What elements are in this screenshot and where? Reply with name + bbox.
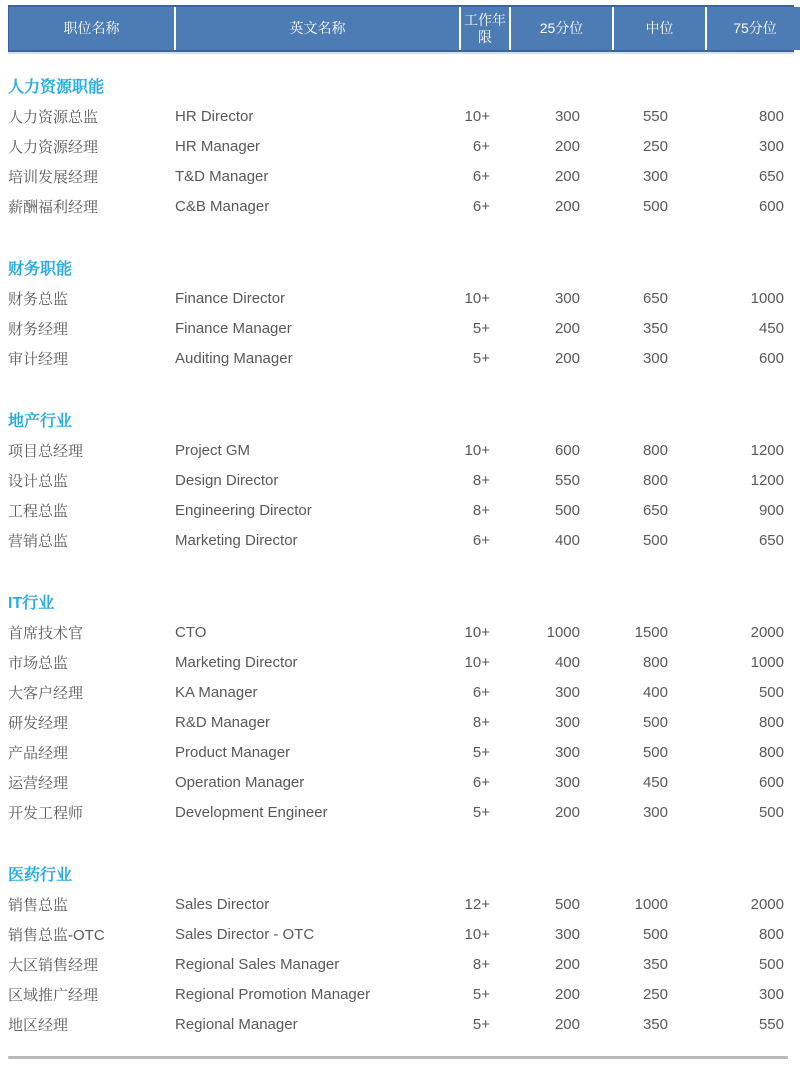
column-header-position-cn: 职位名称 [9,7,174,50]
cell-median: 1500 [634,623,668,641]
cell-p75: 800 [758,743,784,761]
cell-median: 250 [642,985,668,1003]
cell-years: 8+ [472,471,490,489]
cell-median: 300 [642,349,668,367]
cell-position-cn: 市场总监 [8,654,69,672]
cell-position-en: Finance Director [175,289,286,307]
cell-p75: 1200 [750,471,784,489]
table-section [0,409,800,555]
cell-p25: 200 [554,167,580,185]
cell-position-cn: 大客户经理 [8,684,84,702]
cell-p75: 800 [758,107,784,125]
cell-p75: 1000 [750,289,784,307]
table-row [8,101,800,131]
cell-position-en: R&D Manager [175,713,271,731]
cell-median: 400 [642,683,668,701]
table-row [8,797,800,827]
cell-years: 8+ [472,501,490,519]
cell-p25: 600 [554,441,580,459]
cell-position-cn: 薪酬福利经理 [8,198,99,216]
table-row [8,435,800,465]
cell-p25: 300 [554,107,580,125]
cell-p25: 500 [554,501,580,519]
cell-position-cn: 设计总监 [8,472,69,490]
cell-position-en: Operation Manager [175,773,305,791]
cell-position-en: Development Engineer [175,803,328,821]
table-row [8,495,800,525]
cell-years: 6+ [472,137,490,155]
cell-position-cn: 营销总监 [8,532,69,550]
cell-median: 500 [642,743,668,761]
cell-position-cn: 人力资源总监 [8,108,99,126]
cell-p25: 200 [554,197,580,215]
cell-p75: 500 [758,955,784,973]
cell-position-en: HR Director [175,107,254,125]
table-row [8,465,800,495]
cell-p25: 1000 [546,623,580,641]
table-row [8,889,800,919]
cell-position-en: Design Director [175,471,279,489]
cell-p75: 800 [758,713,784,731]
cell-position-en: Sales Director [175,895,270,913]
cell-position-en: Finance Manager [175,319,292,337]
cell-p25: 200 [554,1015,580,1033]
cell-p75: 600 [758,773,784,791]
table-row [8,767,800,797]
column-header-position-en: 英文名称 [176,7,459,50]
table-body [0,75,800,1039]
cell-position-cn: 销售总监 [8,896,69,914]
cell-years: 10+ [464,441,490,459]
table-row [8,617,800,647]
table-row [8,647,800,677]
cell-p75: 450 [758,319,784,337]
cell-position-cn: 工程总监 [8,502,69,520]
cell-median: 800 [642,653,668,671]
cell-p75: 300 [758,985,784,1003]
cell-median: 500 [642,925,668,943]
cell-years: 6+ [472,773,490,791]
column-header-median: 中位 [614,7,705,50]
cell-median: 800 [642,471,668,489]
cell-position-en: Sales Director - OTC [175,925,315,943]
cell-years: 5+ [472,803,490,821]
cell-position-en: C&B Manager [175,197,270,215]
cell-years: 5+ [472,1015,490,1033]
cell-position-en: Auditing Manager [175,349,293,367]
cell-p25: 500 [554,895,580,913]
cell-p75: 600 [758,197,784,215]
cell-p25: 400 [554,531,580,549]
cell-median: 550 [642,107,668,125]
cell-position-cn: 研发经理 [8,714,69,732]
cell-position-en: Regional Sales Manager [175,955,340,973]
cell-position-cn: 审计经理 [8,350,69,368]
cell-position-en: Regional Manager [175,1015,298,1033]
cell-median: 650 [642,501,668,519]
cell-median: 500 [642,197,668,215]
table-section [0,75,800,221]
cell-median: 350 [642,1015,668,1033]
cell-position-en: KA Manager [175,683,258,701]
cell-p75: 1200 [750,441,784,459]
cell-p75: 550 [758,1015,784,1033]
table-row [8,283,800,313]
cell-p25: 200 [554,955,580,973]
table-row [8,343,800,373]
cell-years: 6+ [472,197,490,215]
cell-p25: 550 [554,471,580,489]
cell-median: 350 [642,319,668,337]
cell-p25: 200 [554,137,580,155]
cell-position-en: Product Manager [175,743,291,761]
cell-p25: 200 [554,803,580,821]
column-header-p25: 25分位 [511,7,612,50]
table-row [8,313,800,343]
table-row [8,677,800,707]
cell-position-cn: 财务总监 [8,290,69,308]
table-row [8,191,800,221]
cell-median: 650 [642,289,668,307]
cell-years: 5+ [472,349,490,367]
cell-p25: 200 [554,985,580,1003]
cell-years: 6+ [472,167,490,185]
cell-p75: 1000 [750,653,784,671]
cell-years: 5+ [472,743,490,761]
cell-years: 5+ [472,985,490,1003]
cell-position-en: Regional Promotion Manager [175,985,371,1003]
cell-position-cn: 运营经理 [8,774,69,792]
table-row [8,525,800,555]
cell-p25: 300 [554,683,580,701]
cell-median: 450 [642,773,668,791]
cell-p25: 300 [554,713,580,731]
cell-p25: 300 [554,925,580,943]
cell-p25: 300 [554,289,580,307]
table-row [8,737,800,767]
cell-p75: 500 [758,803,784,821]
table-row [8,131,800,161]
cell-position-en: Marketing Director [175,653,298,671]
cell-position-en: T&D Manager [175,167,269,185]
cell-median: 500 [642,531,668,549]
cell-median: 500 [642,713,668,731]
section-title: 医药行业 [8,867,73,884]
column-header-p75: 75分位 [707,7,800,50]
cell-p25: 400 [554,653,580,671]
cell-years: 12+ [464,895,490,913]
table-row [8,161,800,191]
cell-p75: 2000 [750,623,784,641]
table-row [8,1009,800,1039]
cell-p75: 500 [758,683,784,701]
cell-position-cn: 地区经理 [8,1016,69,1034]
cell-p75: 300 [758,137,784,155]
cell-position-cn: 大区销售经理 [8,956,99,974]
cell-median: 300 [642,167,668,185]
cell-years: 10+ [464,107,490,125]
cell-years: 10+ [464,623,490,641]
cell-position-en: HR Manager [175,137,261,155]
table-section [0,591,800,827]
table-section [0,863,800,1039]
section-title: 地产行业 [8,413,73,430]
cell-p25: 300 [554,773,580,791]
cell-p75: 650 [758,167,784,185]
table-section [0,257,800,373]
cell-median: 800 [642,441,668,459]
table-row [8,919,800,949]
table-row [8,949,800,979]
cell-position-cn: 开发工程师 [8,804,84,822]
cell-p75: 900 [758,501,784,519]
cell-p25: 200 [554,349,580,367]
cell-median: 300 [642,803,668,821]
cell-p75: 800 [758,925,784,943]
section-title: 财务职能 [8,261,73,278]
cell-position-cn: 首席技术官 [8,624,84,642]
table-header-row [8,5,794,52]
cell-position-cn: 人力资源经理 [8,138,99,156]
cell-position-cn: 财务经理 [8,320,69,338]
cell-median: 1000 [634,895,668,913]
cell-p25: 300 [554,743,580,761]
cell-position-en: CTO [175,623,207,641]
section-title: 人力资源职能 [8,79,105,96]
cell-p75: 600 [758,349,784,367]
cell-median: 250 [642,137,668,155]
section-title: IT行业 [8,595,55,612]
cell-position-cn: 销售总监-OTC [8,926,105,944]
cell-p75: 650 [758,531,784,549]
cell-position-en: Project GM [175,441,251,459]
table-row [8,979,800,1009]
cell-years: 8+ [472,955,490,973]
cell-p75: 2000 [750,895,784,913]
cell-years: 10+ [464,925,490,943]
cell-years: 10+ [464,289,490,307]
cell-years: 8+ [472,713,490,731]
cell-p25: 200 [554,319,580,337]
cell-position-cn: 区域推广经理 [8,986,99,1004]
cell-position-en: Engineering Director [175,501,312,519]
cell-years: 10+ [464,653,490,671]
cell-position-en: Marketing Director [175,531,298,549]
cell-position-cn: 项目总经理 [8,442,84,460]
cell-position-cn: 产品经理 [8,744,69,762]
cell-position-cn: 培训发展经理 [8,168,99,186]
table-row [8,707,800,737]
cell-years: 5+ [472,319,490,337]
column-header-years: 工作年限 [461,7,509,50]
cell-years: 6+ [472,531,490,549]
cell-median: 350 [642,955,668,973]
cell-years: 6+ [472,683,490,701]
bottom-divider [8,1056,788,1059]
